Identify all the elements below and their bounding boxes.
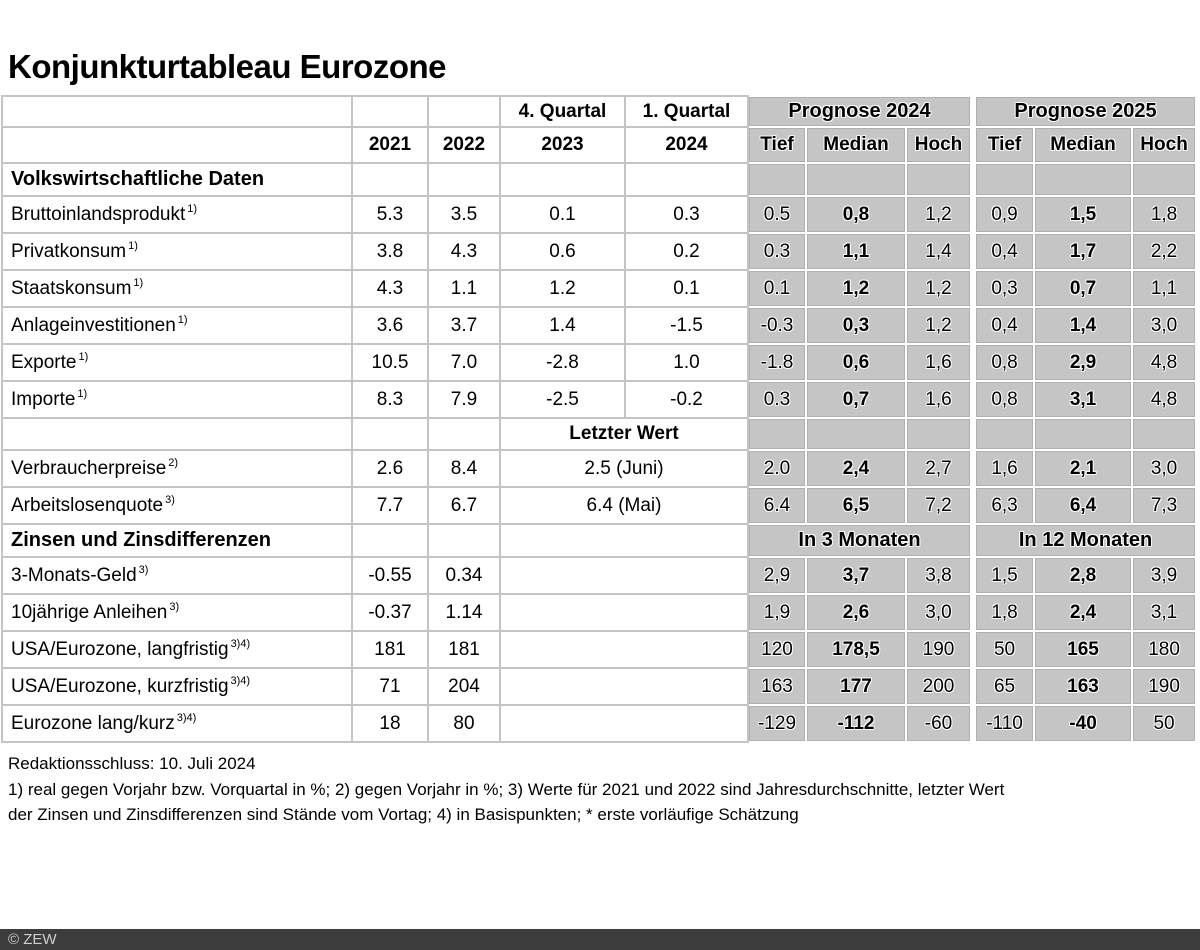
value-q1-2024: -0.2 (625, 381, 748, 418)
value-hoch-2024: 7,2 (906, 487, 973, 524)
page (0, 50, 1200, 950)
value-median-2025: 1,7 (1034, 233, 1132, 270)
table-row (2, 127, 1196, 163)
value-2022: 3.7 (428, 307, 500, 344)
table-row (2, 705, 1196, 742)
header-hoch-2024: Hoch (906, 127, 973, 163)
value-2021: 8.3 (352, 381, 428, 418)
value-hoch-2025: 3,0 (1132, 450, 1196, 487)
header-tief-2024: Tief (748, 127, 806, 163)
value-tief-2025: 0,8 (973, 381, 1034, 418)
table-cell (973, 163, 1034, 196)
value-hoch-2024: 190 (906, 631, 973, 668)
row-label: 10jährige Anleihen $^{3)}$ (2, 594, 352, 631)
row-label: Exporte $^{1)}$ (2, 344, 352, 381)
footnote-marker: 1) (133, 277, 144, 290)
footer-notes (8, 751, 1200, 828)
footnote-marker: 3)4) (230, 638, 251, 651)
row-label: Importe $^{1)}$ (2, 381, 352, 418)
value-letzter-wert: 6.4 (Mai) (500, 487, 748, 524)
value-tief-2024: 6.4 (748, 487, 806, 524)
value-2022: 7.9 (428, 381, 500, 418)
konjunktur-table (1, 95, 1197, 743)
value-2021: 71 (352, 668, 428, 705)
value-2021: 3.6 (352, 307, 428, 344)
value-hoch-2024: 1,6 (906, 381, 973, 418)
value-2022: 1.1 (428, 270, 500, 307)
row-label: Bruttoinlandsprodukt $^{1)}$ (2, 196, 352, 233)
value-2022: 0.34 (428, 557, 500, 594)
table-row (2, 557, 1196, 594)
table-cell (2, 96, 352, 127)
value-q4-2023: -2.8 (500, 344, 625, 381)
table-cell (352, 96, 428, 127)
row-label: USA/Eurozone, langfristig $^{3)4)}$ (2, 631, 352, 668)
table-row (2, 487, 1196, 524)
header-year-2024: 2024 (625, 127, 748, 163)
value-q4-2023: 1.4 (500, 307, 625, 344)
value-tief-2025: 65 (973, 668, 1034, 705)
value-2022: 7.0 (428, 344, 500, 381)
value-tief-2025: 0,4 (973, 233, 1034, 270)
header-prognose-2024: Prognose 2024 (748, 96, 973, 127)
value-median-2024: 6,5 (806, 487, 906, 524)
value-hoch-2025: 3,0 (1132, 307, 1196, 344)
header-prognose-2025: Prognose 2025 (973, 96, 1196, 127)
value-2022: 204 (428, 668, 500, 705)
value-hoch-2025: 3,9 (1132, 557, 1196, 594)
value-hoch-2025: 4,8 (1132, 344, 1196, 381)
table-row (2, 196, 1196, 233)
value-tief-2025: 0,9 (973, 196, 1034, 233)
value-2021: 2.6 (352, 450, 428, 487)
header-tief-2025: Tief (973, 127, 1034, 163)
table-cell (748, 418, 806, 450)
table-cell (352, 163, 428, 196)
header-median-2024: Median (806, 127, 906, 163)
table-cell (500, 668, 748, 705)
value-median-2025: 6,4 (1034, 487, 1132, 524)
value-tief-2025: 50 (973, 631, 1034, 668)
value-median-2024: 3,7 (806, 557, 906, 594)
value-median-2025: 165 (1034, 631, 1132, 668)
footnote-marker: 1) (128, 240, 138, 253)
value-2022: 80 (428, 705, 500, 742)
footnote-marker: 1) (177, 314, 188, 327)
value-median-2025: 2,9 (1034, 344, 1132, 381)
section-title: Volkswirtschaftliche Daten (2, 163, 352, 196)
value-median-2024: 177 (806, 668, 906, 705)
footnote-marker: 3)4) (176, 712, 197, 725)
value-median-2025: 0,7 (1034, 270, 1132, 307)
value-median-2025: -40 (1034, 705, 1132, 742)
row-label: Privatkonsum $^{1)}$ (2, 233, 352, 270)
footnote-marker: 3) (138, 564, 149, 577)
value-hoch-2025: 7,3 (1132, 487, 1196, 524)
footnote-marker: 2) (168, 457, 179, 470)
header-quartal-1: 1. Quartal (625, 96, 748, 127)
value-q4-2023: 1.2 (500, 270, 625, 307)
row-label: Eurozone lang/kurz $^{3)4)}$ (2, 705, 352, 742)
value-q1-2024: 0.2 (625, 233, 748, 270)
table-cell (428, 524, 500, 557)
footnote-marker: 3) (165, 494, 175, 507)
value-2021: 5.3 (352, 196, 428, 233)
value-median-2024: 2,6 (806, 594, 906, 631)
footnote-marker: 3)4) (230, 675, 251, 688)
table-cell (973, 418, 1034, 450)
table-row (2, 381, 1196, 418)
value-median-2024: 178,5 (806, 631, 906, 668)
value-tief-2024: -0.3 (748, 307, 806, 344)
editorial-deadline: Redaktionsschluss: 10. Juli 2024 (8, 754, 256, 773)
table-cell (500, 557, 748, 594)
value-tief-2025: -110 (973, 705, 1034, 742)
table-row (2, 270, 1196, 307)
value-hoch-2025: 2,2 (1132, 233, 1196, 270)
value-median-2025: 2,8 (1034, 557, 1132, 594)
value-median-2024: 1,2 (806, 270, 906, 307)
value-hoch-2025: 3,1 (1132, 594, 1196, 631)
value-hoch-2024: 3,8 (906, 557, 973, 594)
footnote-marker: 3) (169, 601, 180, 614)
value-median-2025: 1,4 (1034, 307, 1132, 344)
value-hoch-2024: 3,0 (906, 594, 973, 631)
value-2022: 1.14 (428, 594, 500, 631)
table-row (2, 668, 1196, 705)
value-tief-2024: -1.8 (748, 344, 806, 381)
table-cell (500, 524, 748, 557)
value-hoch-2024: -60 (906, 705, 973, 742)
value-median-2024: 0,6 (806, 344, 906, 381)
value-q1-2024: 0.1 (625, 270, 748, 307)
footnote-line-1: 1) real gegen Vorjahr bzw. Vorquartal in %; 2) gegen Vorjahr in %; 3) Werte für 2021 und 2022 sind Jahresdurchschnitte, letzter Wert (8, 779, 1005, 799)
table-cell (352, 524, 428, 557)
value-tief-2025: 6,3 (973, 487, 1034, 524)
table-cell (748, 163, 806, 196)
value-2022: 6.7 (428, 487, 500, 524)
table-cell (500, 163, 625, 196)
table-row (2, 524, 1196, 557)
table-cell (2, 418, 352, 450)
table-cell (500, 594, 748, 631)
row-label: Staatskonsum $^{1)}$ (2, 270, 352, 307)
header-in-12-monaten: In 12 Monaten (973, 524, 1196, 557)
table-cell (806, 163, 906, 196)
value-2022: 181 (428, 631, 500, 668)
value-2021: 4.3 (352, 270, 428, 307)
value-tief-2024: 163 (748, 668, 806, 705)
footnote-marker: 1) (78, 351, 89, 364)
value-q1-2024: 0.3 (625, 196, 748, 233)
footnote-line-2: der Zinsen und Zinsdifferenzen sind Stände vom Vortag; 4) in Basispunkten; * erste vorläufige Schätzung (8, 805, 799, 824)
value-median-2025: 3,1 (1034, 381, 1132, 418)
value-tief-2024: 0.3 (748, 381, 806, 418)
table-cell (2, 127, 352, 163)
row-label: Verbraucherpreise $^{2)}$ (2, 450, 352, 487)
value-2021: -0.55 (352, 557, 428, 594)
value-2021: 7.7 (352, 487, 428, 524)
value-median-2024: 2,4 (806, 450, 906, 487)
value-hoch-2025: 190 (1132, 668, 1196, 705)
value-hoch-2025: 50 (1132, 705, 1196, 742)
value-hoch-2024: 1,2 (906, 307, 973, 344)
value-2021: 3.8 (352, 233, 428, 270)
value-tief-2025: 1,6 (973, 450, 1034, 487)
table-row (2, 594, 1196, 631)
table-cell (906, 418, 973, 450)
value-hoch-2025: 4,8 (1132, 381, 1196, 418)
table-cell (500, 631, 748, 668)
table-cell (1132, 163, 1196, 196)
table-cell (352, 418, 428, 450)
value-hoch-2024: 1,6 (906, 344, 973, 381)
value-hoch-2025: 180 (1132, 631, 1196, 668)
value-median-2025: 163 (1034, 668, 1132, 705)
header-year-2023: 2023 (500, 127, 625, 163)
value-hoch-2024: 200 (906, 668, 973, 705)
footnote-marker: 1) (77, 388, 88, 401)
value-tief-2024: 2.0 (748, 450, 806, 487)
header-year-2022: 2022 (428, 127, 500, 163)
value-tief-2024: 0.1 (748, 270, 806, 307)
header-hoch-2025: Hoch (1132, 127, 1196, 163)
value-2021: 181 (352, 631, 428, 668)
section-title: Zinsen und Zinsdifferenzen (2, 524, 352, 557)
table-cell (1132, 418, 1196, 450)
table-cell (428, 163, 500, 196)
value-hoch-2025: 1,1 (1132, 270, 1196, 307)
value-median-2025: 2,4 (1034, 594, 1132, 631)
value-2022: 4.3 (428, 233, 500, 270)
table-row (2, 233, 1196, 270)
row-label: Anlageinvestitionen $^{1)}$ (2, 307, 352, 344)
header-in-3-monaten: In 3 Monaten (748, 524, 973, 557)
value-q4-2023: 0.1 (500, 196, 625, 233)
footnote-marker: 1) (187, 203, 198, 216)
table-cell (625, 163, 748, 196)
table-row (2, 307, 1196, 344)
value-median-2024: 0,8 (806, 196, 906, 233)
table-cell (1034, 163, 1132, 196)
copyright-bar (0, 929, 1200, 950)
table-row (2, 163, 1196, 196)
row-label: Arbeitslosenquote $^{3)}$ (2, 487, 352, 524)
value-tief-2024: 0.5 (748, 196, 806, 233)
table-cell (428, 96, 500, 127)
value-tief-2024: 120 (748, 631, 806, 668)
value-hoch-2024: 1,2 (906, 196, 973, 233)
value-tief-2024: 2,9 (748, 557, 806, 594)
value-median-2024: 1,1 (806, 233, 906, 270)
value-hoch-2024: 2,7 (906, 450, 973, 487)
page-title: Konjunkturtableau Eurozone (8, 48, 447, 85)
value-tief-2024: 1,9 (748, 594, 806, 631)
header-year-2021: 2021 (352, 127, 428, 163)
value-2021: 10.5 (352, 344, 428, 381)
value-median-2025: 2,1 (1034, 450, 1132, 487)
value-median-2024: -112 (806, 705, 906, 742)
value-letzter-wert: 2.5 (Juni) (500, 450, 748, 487)
value-tief-2024: 0.3 (748, 233, 806, 270)
value-2021: 18 (352, 705, 428, 742)
row-label: 3-Monats-Geld $^{3)}$ (2, 557, 352, 594)
subheader-letzter-wert: Letzter Wert (500, 418, 748, 450)
table-row (2, 418, 1196, 450)
value-tief-2025: 0,4 (973, 307, 1034, 344)
value-2021: -0.37 (352, 594, 428, 631)
value-tief-2025: 0,3 (973, 270, 1034, 307)
value-2022: 8.4 (428, 450, 500, 487)
value-q4-2023: 0.6 (500, 233, 625, 270)
value-q1-2024: 1.0 (625, 344, 748, 381)
header-median-2025: Median (1034, 127, 1132, 163)
table-row (2, 450, 1196, 487)
table-cell (1034, 418, 1132, 450)
value-tief-2025: 1,8 (973, 594, 1034, 631)
value-hoch-2024: 1,2 (906, 270, 973, 307)
table-row (2, 631, 1196, 668)
table-cell (906, 163, 973, 196)
value-2022: 3.5 (428, 196, 500, 233)
table-body (2, 96, 1196, 742)
value-hoch-2025: 1,8 (1132, 196, 1196, 233)
value-tief-2025: 1,5 (973, 557, 1034, 594)
copyright-text: © ZEW (8, 931, 57, 948)
table-row (2, 96, 1196, 127)
value-q4-2023: -2.5 (500, 381, 625, 418)
value-q1-2024: -1.5 (625, 307, 748, 344)
value-tief-2025: 0,8 (973, 344, 1034, 381)
value-tief-2024: -129 (748, 705, 806, 742)
value-hoch-2024: 1,4 (906, 233, 973, 270)
value-median-2024: 0,3 (806, 307, 906, 344)
value-median-2024: 0,7 (806, 381, 906, 418)
table-cell (500, 705, 748, 742)
table-cell (428, 418, 500, 450)
value-median-2025: 1,5 (1034, 196, 1132, 233)
table-cell (806, 418, 906, 450)
header-quartal-4: 4. Quartal (500, 96, 625, 127)
table-row (2, 344, 1196, 381)
row-label: USA/Eurozone, kurzfristig $^{3)4)}$ (2, 668, 352, 705)
